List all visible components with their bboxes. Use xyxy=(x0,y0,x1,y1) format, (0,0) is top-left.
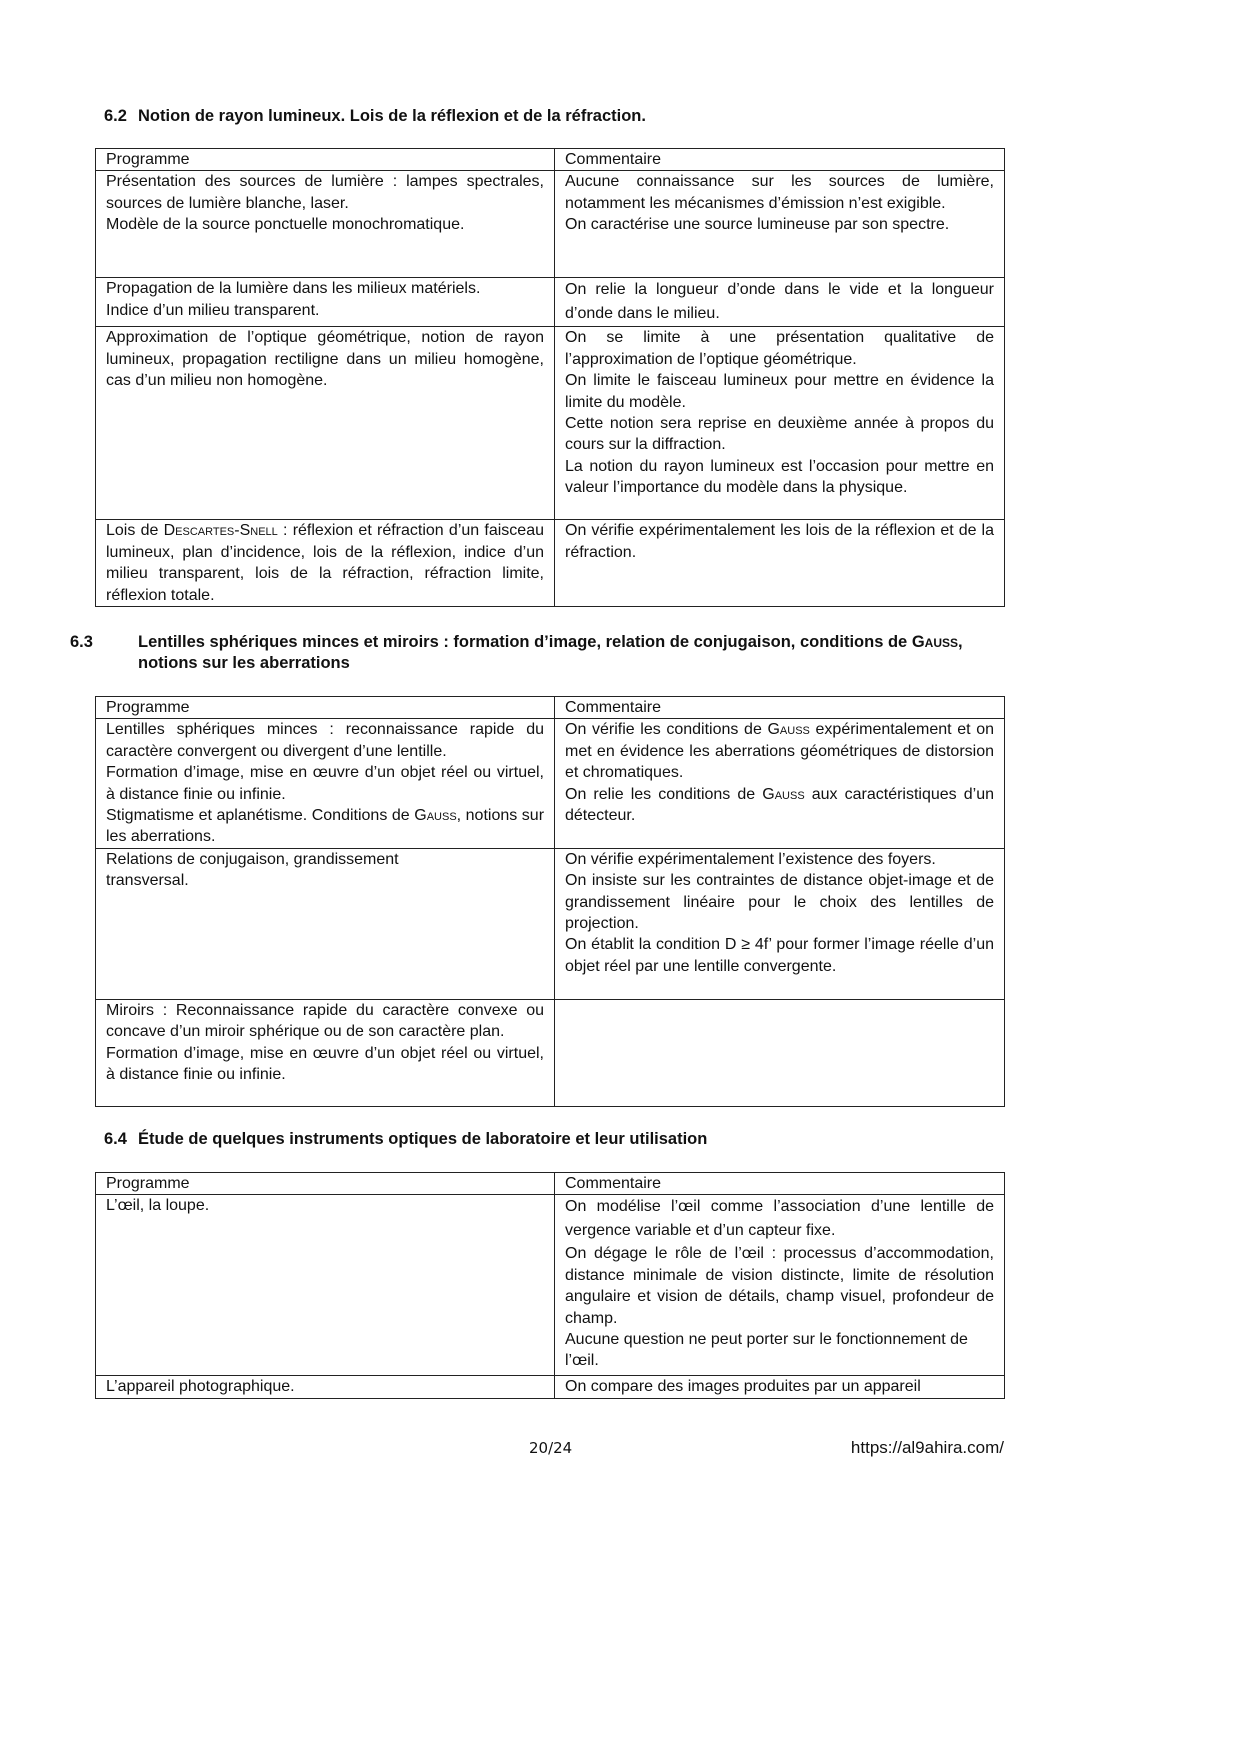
text-fragment: Lois de xyxy=(106,522,159,540)
text-fragment: , notions sur les aberrations. xyxy=(106,807,545,846)
author-name: Gauss xyxy=(762,785,805,803)
cell-paragraph: On se limite à une présentation qualitative de l’approximation de l’optique géométrique. xyxy=(565,329,994,368)
cell-paragraph: Modèle de la source ponctuelle monochromatique. xyxy=(106,216,465,234)
table-6-3 xyxy=(95,696,1005,1107)
table-header-row xyxy=(96,1173,1005,1195)
commentaire-cell xyxy=(555,719,1005,848)
cell-paragraph: L’appareil photographique. xyxy=(106,1378,295,1396)
section-number: 6.2 xyxy=(104,107,127,125)
section-number: 6.3 xyxy=(70,633,93,651)
table-6-4 xyxy=(95,1172,1005,1399)
section-title-text: , notions sur les aberrations xyxy=(138,633,963,672)
footer-url: https://al9ahira.com/ xyxy=(850,1438,1004,1457)
programme-cell xyxy=(96,1195,555,1376)
author-name: Gauss xyxy=(767,721,810,739)
commentaire-cell xyxy=(555,171,1005,278)
commentaire-cell xyxy=(555,1195,1005,1376)
author-name: Descartes-Snell xyxy=(163,522,278,540)
cell-paragraph: Formation d’image, mise en œuvre d’un objet réel ou virtuel, à distance finie ou infinie. xyxy=(106,1044,544,1084)
cell-paragraph: Miroirs : Reconnaissance rapide du caractère convexe ou concave d’un miroir sphérique ou de son caractère plan. xyxy=(106,1001,544,1041)
cell-paragraph xyxy=(565,719,994,783)
section-title-text: Étude de quelques instruments optiques de laboratoire et leur utilisation xyxy=(138,1130,708,1148)
table-row xyxy=(96,719,1005,848)
text-fragment: expérimentalement et on met en évidence les aberrations géométriques de distorsion et chromatiques. xyxy=(565,721,994,782)
cell-paragraph xyxy=(106,520,544,606)
cell-paragraph: Cette notion sera reprise en deuxième année à propos du cours sur la diffraction. xyxy=(565,415,994,454)
table-row xyxy=(96,278,1005,327)
cell-paragraph: On modélise l’œil comme l’association d’une lentille de vergence variable et d’un capteur fixe. xyxy=(565,1198,994,1240)
text-fragment: On relie les conditions de xyxy=(565,785,756,803)
page-number: 20/24 xyxy=(529,1439,573,1457)
cell-paragraph: Indice d’un milieu transparent. xyxy=(106,301,320,319)
table-row xyxy=(96,848,1005,999)
table-row xyxy=(96,1195,1005,1376)
programme-cell xyxy=(96,719,555,848)
cell-paragraph: On relie la longueur d’onde dans le vide et la longueur d’onde dans le milieu. xyxy=(565,281,994,323)
text-fragment: Stigmatisme et aplanétisme. Conditions de xyxy=(106,807,410,825)
author-name: Gauss xyxy=(911,633,959,651)
text-fragment: On vérifie les conditions de xyxy=(565,721,762,739)
section-title-text: Lentilles sphériques minces et miroirs : formation d’image, relation de conjugaison, conditions de xyxy=(138,633,908,651)
author-name: Gauss xyxy=(414,807,457,825)
commentaire-cell xyxy=(555,848,1005,999)
section-6-2-title xyxy=(104,106,646,127)
section-title-text: Notion de rayon lumineux. Lois de la réflexion et de la réfraction. xyxy=(138,107,646,125)
commentaire-cell xyxy=(555,278,1005,327)
section-6-4-title xyxy=(104,1129,707,1150)
cell-paragraph: Approximation de l’optique géométrique, notion de rayon lumineux, propagation rectiligne dans un milieu homogène, cas d’un milieu non homogène. xyxy=(106,329,544,390)
table-row xyxy=(96,327,1005,520)
commentaire-cell xyxy=(555,327,1005,520)
programme-cell xyxy=(96,848,555,999)
cell-paragraph: On caractérise une source lumineuse par son spectre. xyxy=(565,216,950,234)
table-row xyxy=(96,520,1005,607)
cell-paragraph: Propagation de la lumière dans les milieux matériels. xyxy=(106,280,481,298)
table-row xyxy=(96,999,1005,1106)
cell-paragraph: Lentilles sphériques minces : reconnaissance rapide du caractère convergent ou divergent d’une lentille. xyxy=(106,721,544,760)
cell-paragraph: L’œil, la loupe. xyxy=(106,1197,210,1215)
section-number: 6.4 xyxy=(104,1130,127,1148)
column-header-commentaire: Commentaire xyxy=(555,697,1005,719)
cell-paragraph: Relations de conjugaison, grandissement xyxy=(106,850,399,868)
cell-paragraph: Formation d’image, mise en œuvre d’un objet réel ou virtuel, à distance finie ou infinie. xyxy=(106,764,544,803)
text-fragment: : réflexion et réfraction d’un faisceau lumineux, plan d’incidence, lois de la réflexion, indice d’un milieu transparent, lois de la réfraction, réfraction limite, réflexion totale. xyxy=(106,522,544,604)
cell-paragraph xyxy=(106,805,544,848)
cell-paragraph: La notion du rayon lumineux est l’occasion pour mettre en valeur l’importance du modèle dans la physique. xyxy=(565,457,994,497)
cell-paragraph: On vérifie expérimentalement les lois de la réflexion et de la réfraction. xyxy=(565,522,994,561)
cell-paragraph: Aucune connaissance sur les sources de lumière, notamment les mécanismes d’émission n’est exigible. xyxy=(565,173,994,212)
section-6-3-title xyxy=(70,632,1004,674)
cell-paragraph: On compare des images produites par un appareil xyxy=(565,1378,921,1396)
commentaire-cell xyxy=(555,520,1005,607)
cell-paragraph: On limite le faisceau lumineux pour mettre en évidence la limite du modèle. xyxy=(565,372,994,411)
table-header-row xyxy=(96,149,1005,171)
column-header-programme: Programme xyxy=(96,149,555,171)
column-header-commentaire: Commentaire xyxy=(555,1173,1005,1195)
programme-cell xyxy=(96,278,555,327)
column-header-commentaire: Commentaire xyxy=(555,149,1005,171)
cell-paragraph: transversal. xyxy=(106,872,189,890)
programme-cell xyxy=(96,999,555,1106)
programme-cell xyxy=(96,327,555,520)
cell-paragraph xyxy=(565,784,994,827)
table-6-2 xyxy=(95,148,1005,607)
commentaire-cell xyxy=(555,999,1005,1106)
column-header-programme: Programme xyxy=(96,1173,555,1195)
table-row xyxy=(96,171,1005,278)
text-fragment: aux caractéristiques d’un détecteur. xyxy=(565,785,994,825)
programme-cell xyxy=(96,520,555,607)
column-header-programme: Programme xyxy=(96,697,555,719)
programme-cell xyxy=(96,1376,555,1398)
commentaire-cell xyxy=(555,1376,1005,1398)
cell-paragraph: On vérifie expérimentalement l’existence des foyers. xyxy=(565,850,936,868)
cell-paragraph: Présentation des sources de lumière : lampes spectrales, sources de lumière blanche, laser. xyxy=(106,173,544,212)
programme-cell xyxy=(96,171,555,278)
cell-paragraph: Aucune question ne peut porter sur le fonctionnement de l’œil. xyxy=(565,1331,968,1370)
cell-paragraph: On insiste sur les contraintes de distance objet-image et de grandissement linéaire pour le choix des lentilles de projection. xyxy=(565,872,994,933)
table-header-row xyxy=(96,697,1005,719)
table-row xyxy=(96,1376,1005,1398)
cell-paragraph: On établit la condition D ≥ 4f’ pour former l’image réelle d’un objet réel par une lentille convergente. xyxy=(565,936,994,975)
cell-paragraph: On dégage le rôle de l’œil : processus d’accommodation, distance minimale de vision distincte, limite de résolution angulaire et vision de détails, champ visuel, profondeur de champ. xyxy=(565,1245,994,1327)
